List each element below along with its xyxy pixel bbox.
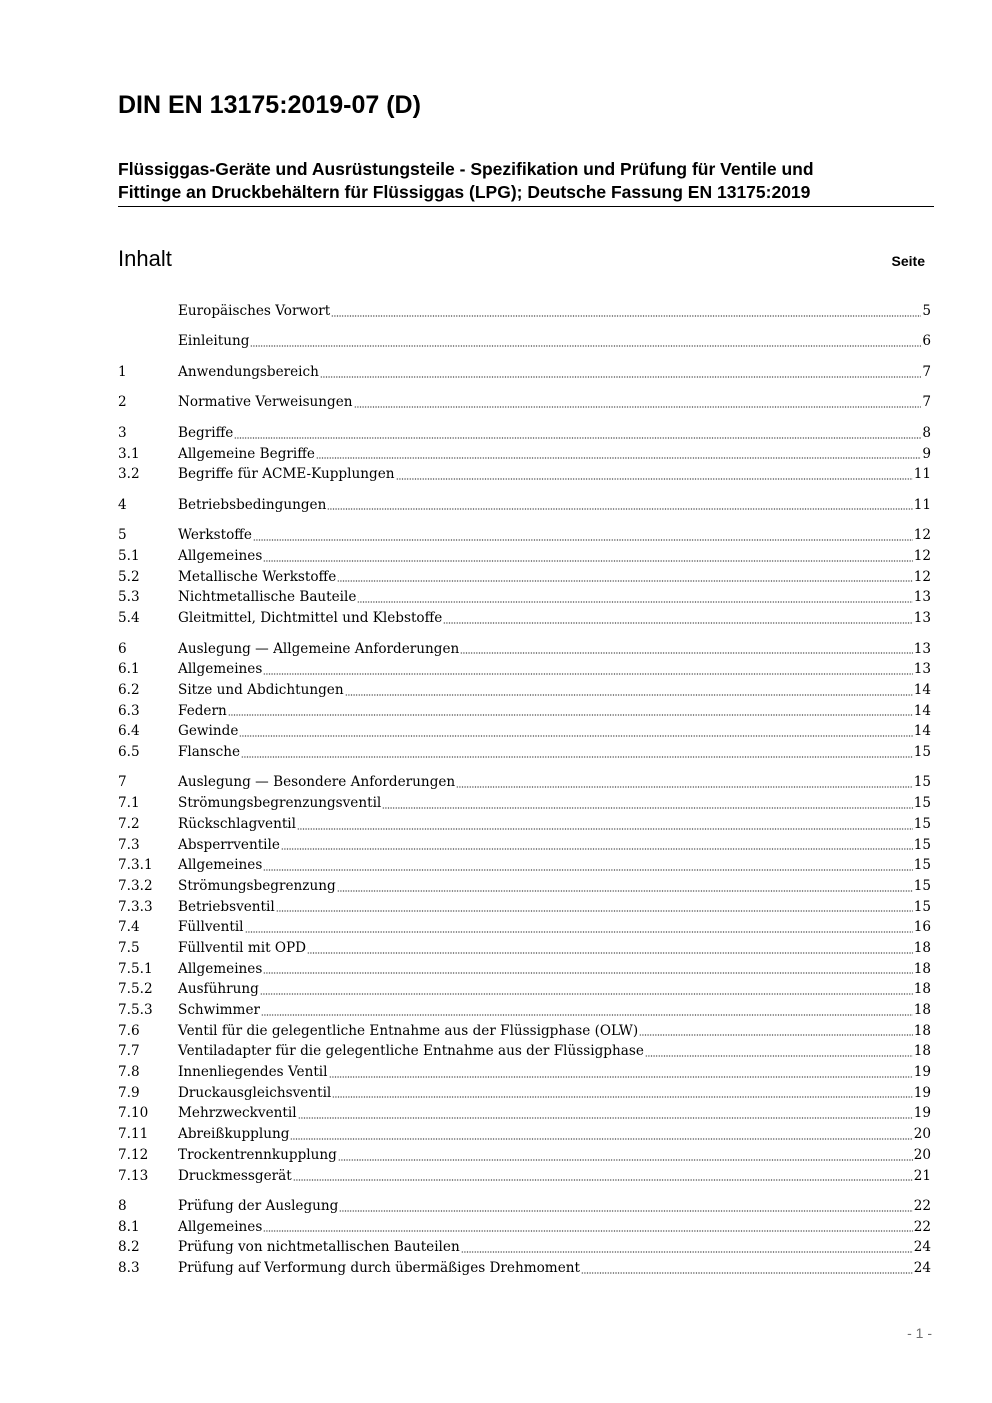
toc-entry[interactable] <box>118 979 931 1000</box>
toc-section-group <box>118 423 931 485</box>
toc-entry[interactable] <box>118 587 931 608</box>
toc-entry-title: Normative Verweisungen <box>178 394 353 411</box>
toc-entry-page: 18 <box>913 960 931 977</box>
toc-entry[interactable] <box>118 721 931 742</box>
toc-entry[interactable] <box>118 680 931 701</box>
toc-entry-page: 6 <box>922 333 931 350</box>
toc-entry-number: 8 <box>118 1197 127 1214</box>
toc-entry-page: 24 <box>913 1260 931 1277</box>
toc-entry-page: 15 <box>913 815 931 832</box>
toc-entry-number: 5.3 <box>118 589 140 606</box>
table-of-contents <box>118 301 931 1289</box>
toc-entry[interactable] <box>118 938 931 959</box>
toc-entry-title: Trockentrennkupplung <box>178 1146 337 1163</box>
toc-entry-page: 22 <box>913 1218 931 1235</box>
toc-entry[interactable] <box>118 1021 931 1042</box>
toc-dot-leader <box>639 1032 913 1036</box>
toc-entry-page: 12 <box>913 568 931 585</box>
toc-entry-page: 13 <box>913 610 931 627</box>
toc-entry-page: 15 <box>913 836 931 853</box>
subtitle-divider <box>118 206 934 207</box>
toc-entry-number: 8.1 <box>118 1218 140 1235</box>
toc-entry-page: 13 <box>913 661 931 678</box>
toc-entry-page: 14 <box>913 723 931 740</box>
toc-dot-leader <box>263 1228 912 1232</box>
toc-entry[interactable] <box>118 876 931 897</box>
toc-entry-title: Druckausgleichsventil <box>178 1084 332 1101</box>
toc-entry-number: 4 <box>118 496 127 513</box>
toc-entry-title: Mehrzweckventil <box>178 1105 297 1122</box>
toc-entry-title: Rückschlagventil <box>178 815 296 832</box>
toc-entry[interactable] <box>118 444 931 465</box>
toc-entry-number: 7.1 <box>118 795 140 812</box>
toc-dot-leader <box>250 343 921 347</box>
toc-entry[interactable] <box>118 855 931 876</box>
toc-entry-page: 11 <box>913 466 931 483</box>
toc-entry-number: 7.3.1 <box>118 857 153 874</box>
toc-entry-number: 7.8 <box>118 1064 140 1081</box>
toc-entry-page: 15 <box>913 877 931 894</box>
toc-entry-page: 12 <box>913 547 931 564</box>
toc-entry-page: 18 <box>913 981 931 998</box>
toc-dot-leader <box>581 1270 913 1274</box>
toc-dot-leader <box>260 991 913 995</box>
toc-dot-leader <box>263 970 912 974</box>
toc-dot-leader <box>298 1115 913 1119</box>
toc-dot-leader <box>261 1012 913 1016</box>
toc-entry[interactable] <box>118 639 931 660</box>
toc-entry-number: 3.2 <box>118 466 140 483</box>
toc-entry-page: 19 <box>913 1084 931 1101</box>
toc-entry-title: Füllventil mit OPD <box>178 939 307 956</box>
toc-entry-title: Strömungsbegrenzung <box>178 877 336 894</box>
toc-dot-leader <box>263 671 912 675</box>
toc-entry-number: 7.5.1 <box>118 960 153 977</box>
toc-entry-number: 7.12 <box>118 1146 149 1163</box>
toc-entry-number: 7.10 <box>118 1105 149 1122</box>
toc-entry-title: Werkstoffe <box>178 527 252 544</box>
toc-entry[interactable] <box>118 495 931 516</box>
toc-entry-page: 13 <box>913 640 931 657</box>
toc-dot-leader <box>307 950 913 954</box>
toc-entry-title: Druckmessgerät <box>178 1167 292 1184</box>
toc-dot-leader <box>460 650 912 654</box>
toc-entry-number: 7.6 <box>118 1022 140 1039</box>
toc-entry-page: 15 <box>913 857 931 874</box>
toc-entry-page: 15 <box>913 898 931 915</box>
toc-dot-leader <box>337 578 912 582</box>
toc-entry-number: 5.1 <box>118 547 140 564</box>
toc-entry[interactable] <box>118 546 931 567</box>
toc-entry-page: 18 <box>913 1043 931 1060</box>
toc-entry-title: Nichtmetallische Bauteile <box>178 589 357 606</box>
toc-dot-leader <box>338 1157 913 1161</box>
toc-entry-page: 18 <box>913 939 931 956</box>
toc-dot-leader <box>332 1094 912 1098</box>
toc-entry-page: 14 <box>913 702 931 719</box>
toc-entry-title: Gewinde <box>178 723 239 740</box>
toc-entry-title: Allgemeine Begriffe <box>178 445 315 462</box>
toc-entry-page: 11 <box>913 496 931 513</box>
toc-entry-page: 20 <box>913 1146 931 1163</box>
toc-entry[interactable] <box>118 701 931 722</box>
toc-entry-page: 7 <box>922 394 931 411</box>
toc-entry-page: 5 <box>922 303 931 319</box>
toc-entry-title: Auslegung — Besondere Anforderungen <box>178 774 456 791</box>
toc-entry-title: Ventil für die gelegentliche Entnahme aus der Flüssigphase (OLW) <box>178 1022 639 1039</box>
toc-entry-number: 8.3 <box>118 1260 140 1277</box>
toc-section-group <box>118 525 931 628</box>
toc-entry-title: Begriffe für ACME-Kupplungen <box>178 466 395 483</box>
toc-entry-page: 20 <box>913 1126 931 1143</box>
toc-dot-leader <box>234 435 921 439</box>
toc-entry[interactable] <box>118 897 931 918</box>
toc-entry-number: 7 <box>118 774 127 791</box>
toc-entry-title: Sitze und Abdichtungen <box>178 681 344 698</box>
toc-dot-leader <box>239 733 912 737</box>
toc-entry-number: 3 <box>118 424 127 441</box>
toc-entry[interactable] <box>118 1196 931 1217</box>
toc-section-group <box>118 772 931 1186</box>
toc-entry[interactable] <box>118 423 931 444</box>
toc-dot-leader <box>645 1053 913 1057</box>
toc-section-group <box>118 301 931 322</box>
toc-entry-title: Innenliegendes Ventil <box>178 1064 328 1081</box>
toc-entry[interactable] <box>118 1145 931 1166</box>
toc-dot-leader <box>241 754 913 758</box>
toc-entry[interactable] <box>118 608 931 629</box>
toc-entry[interactable] <box>118 917 931 938</box>
toc-dot-leader <box>329 1074 913 1078</box>
toc-dot-leader <box>253 537 913 541</box>
toc-entry-title: Gleitmittel, Dichtmittel und Klebstoffe <box>178 610 443 627</box>
toc-entry-title: Prüfung auf Verformung durch übermäßiges Drehmoment <box>178 1260 580 1277</box>
toc-entry-number: 7.4 <box>118 919 140 936</box>
toc-entry-number: 7.3 <box>118 836 140 853</box>
subtitle-line-1: Flüssiggas-Geräte und Ausrüstungsteile - Spezifikation und Prüfung für Ventile und <box>118 159 814 179</box>
toc-entry-page: 19 <box>913 1064 931 1081</box>
toc-dot-leader <box>297 826 913 830</box>
toc-dot-leader <box>293 1177 913 1181</box>
toc-entry[interactable] <box>118 301 931 322</box>
toc-entry-number: 7.13 <box>118 1167 149 1184</box>
toc-entry-number: 7.9 <box>118 1084 140 1101</box>
toc-entry[interactable] <box>118 567 931 588</box>
page-number: - 1 - <box>907 1325 932 1341</box>
toc-entry-title: Allgemeines <box>178 857 263 874</box>
toc-entry-page: 18 <box>913 1022 931 1039</box>
toc-section-group <box>118 362 931 383</box>
toc-dot-leader <box>354 404 922 408</box>
toc-entry-title: Ausführung <box>178 981 259 998</box>
toc-dot-leader <box>382 805 912 809</box>
toc-entry-number: 7.5 <box>118 939 140 956</box>
toc-dot-leader <box>281 846 913 850</box>
toc-entry-title: Betriebsventil <box>178 898 275 915</box>
toc-entry-title: Allgemeines <box>178 1218 263 1235</box>
toc-entry-title: Schwimmer <box>178 1002 260 1018</box>
toc-entry-page: 7 <box>922 363 931 380</box>
toc-dot-leader <box>456 784 912 788</box>
toc-entry[interactable] <box>118 1166 931 1187</box>
toc-entry-title: Füllventil <box>178 919 244 936</box>
toc-entry-number: 7.5.3 <box>118 1002 153 1018</box>
toc-entry-number: 6.2 <box>118 681 140 698</box>
toc-section-group <box>118 639 931 763</box>
toc-dot-leader <box>337 888 913 892</box>
toc-entry[interactable] <box>118 835 931 856</box>
toc-entry-number: 7.5.2 <box>118 981 153 998</box>
toc-entry-page: 15 <box>913 743 931 760</box>
toc-entry-number: 5 <box>118 527 127 544</box>
toc-entry-page: 8 <box>922 424 931 441</box>
toc-entry-number: 6.4 <box>118 723 140 740</box>
toc-entry-title: Auslegung — Allgemeine Anforderungen <box>178 640 460 657</box>
toc-entry-title: Absperrventile <box>178 836 280 853</box>
toc-entry-number: 1 <box>118 363 127 380</box>
toc-entry-number: 7.3.2 <box>118 877 153 894</box>
toc-entry-page: 21 <box>913 1167 931 1184</box>
toc-entry-title: Abreißkupplung <box>178 1126 290 1143</box>
toc-dot-leader <box>320 374 921 378</box>
toc-section-group <box>118 495 931 516</box>
toc-entry[interactable] <box>118 362 931 383</box>
toc-dot-leader <box>276 908 913 912</box>
toc-entry-number: 7.7 <box>118 1043 140 1060</box>
toc-entry-title: Prüfung von nichtmetallischen Bauteilen <box>178 1239 460 1256</box>
toc-entry[interactable] <box>118 1237 931 1258</box>
toc-dot-leader <box>443 620 912 624</box>
toc-dot-leader <box>263 867 912 871</box>
toc-entry[interactable] <box>118 1083 931 1104</box>
toc-entry[interactable] <box>118 1103 931 1124</box>
toc-entry-page: 14 <box>913 681 931 698</box>
toc-entry-page: 15 <box>913 774 931 791</box>
toc-entry-number: 7.2 <box>118 815 140 832</box>
toc-entry-page: 22 <box>913 1197 931 1214</box>
toc-entry-page: 16 <box>913 919 931 936</box>
toc-entry[interactable] <box>118 772 931 793</box>
toc-entry-page: 12 <box>913 527 931 544</box>
toc-entry-title: Anwendungsbereich <box>178 363 319 380</box>
toc-entry-number: 6.5 <box>118 743 140 760</box>
toc-entry-page: 15 <box>913 795 931 812</box>
toc-entry[interactable] <box>118 392 931 413</box>
toc-dot-leader <box>396 476 913 480</box>
toc-entry-title: Metallische Werkstoffe <box>178 568 337 585</box>
toc-entry-title: Allgemeines <box>178 661 263 678</box>
toc-entry-title: Ventiladapter für die gelegentliche Entnahme aus der Flüssigphase <box>178 1043 644 1060</box>
toc-entry-title: Europäisches Vorwort <box>178 303 331 319</box>
toc-entry[interactable] <box>118 1217 931 1238</box>
toc-entry-title: Prüfung der Auslegung <box>178 1197 339 1214</box>
toc-dot-leader <box>290 1136 912 1140</box>
toc-entry-title: Betriebsbedingungen <box>178 496 327 513</box>
toc-entry-number: 7.11 <box>118 1126 149 1143</box>
toc-entry-number: 2 <box>118 394 127 411</box>
toc-entry-page: 18 <box>913 1002 931 1018</box>
toc-entry[interactable] <box>118 814 931 835</box>
toc-entry-number: 6.3 <box>118 702 140 719</box>
toc-entry-number: 6.1 <box>118 661 140 678</box>
toc-entry[interactable] <box>118 1062 931 1083</box>
toc-entry[interactable] <box>118 1000 931 1021</box>
toc-dot-leader <box>245 929 913 933</box>
toc-entry-number: 7.3.3 <box>118 898 153 915</box>
toc-dot-leader <box>357 599 912 603</box>
subtitle-line-2: Fittinge an Druckbehältern für Flüssiggas (LPG); Deutsche Fassung EN 13175:2019 <box>118 182 811 202</box>
toc-section-group <box>118 392 931 413</box>
toc-entry[interactable] <box>118 525 931 546</box>
toc-entry-number: 5.2 <box>118 568 140 585</box>
document-title: DIN EN 13175:2019-07 (D) <box>118 91 421 119</box>
document-subtitle <box>118 158 933 204</box>
toc-entry-title: Flansche <box>178 743 241 760</box>
toc-entry[interactable] <box>118 793 931 814</box>
toc-entry-number: 3.1 <box>118 445 140 462</box>
toc-entry-title: Federn <box>178 702 227 719</box>
toc-entry-number: 8.2 <box>118 1239 140 1256</box>
toc-entry-title: Allgemeines <box>178 960 263 977</box>
toc-entry[interactable] <box>118 331 931 352</box>
toc-dot-leader <box>263 558 912 562</box>
toc-entry-title: Strömungsbegrenzungsventil <box>178 795 382 812</box>
toc-dot-leader <box>316 455 921 459</box>
toc-entry-title: Allgemeines <box>178 547 263 564</box>
toc-dot-leader <box>461 1249 913 1253</box>
toc-page-column-label: Seite <box>891 253 925 269</box>
toc-dot-leader <box>339 1208 912 1212</box>
toc-entry[interactable] <box>118 464 931 485</box>
toc-dot-leader <box>345 692 913 696</box>
toc-heading: Inhalt <box>118 246 172 271</box>
toc-entry-number: 6 <box>118 640 127 657</box>
toc-entry[interactable] <box>118 1041 931 1062</box>
toc-dot-leader <box>331 313 921 317</box>
toc-dot-leader <box>228 712 913 716</box>
toc-entry-page: 9 <box>922 445 931 462</box>
toc-entry-title: Begriffe <box>178 424 234 441</box>
toc-entry[interactable] <box>118 959 931 980</box>
toc-section-group <box>118 331 931 352</box>
toc-entry[interactable] <box>118 1258 931 1279</box>
toc-entry[interactable] <box>118 1124 931 1145</box>
toc-entry[interactable] <box>118 659 931 680</box>
toc-entry[interactable] <box>118 742 931 763</box>
toc-entry-page: 24 <box>913 1239 931 1256</box>
toc-entry-page: 13 <box>913 589 931 606</box>
toc-section-group <box>118 1196 931 1279</box>
toc-dot-leader <box>327 506 912 510</box>
toc-entry-title: Einleitung <box>178 333 250 350</box>
toc-entry-page: 19 <box>913 1105 931 1122</box>
toc-entry-number: 5.4 <box>118 610 140 627</box>
